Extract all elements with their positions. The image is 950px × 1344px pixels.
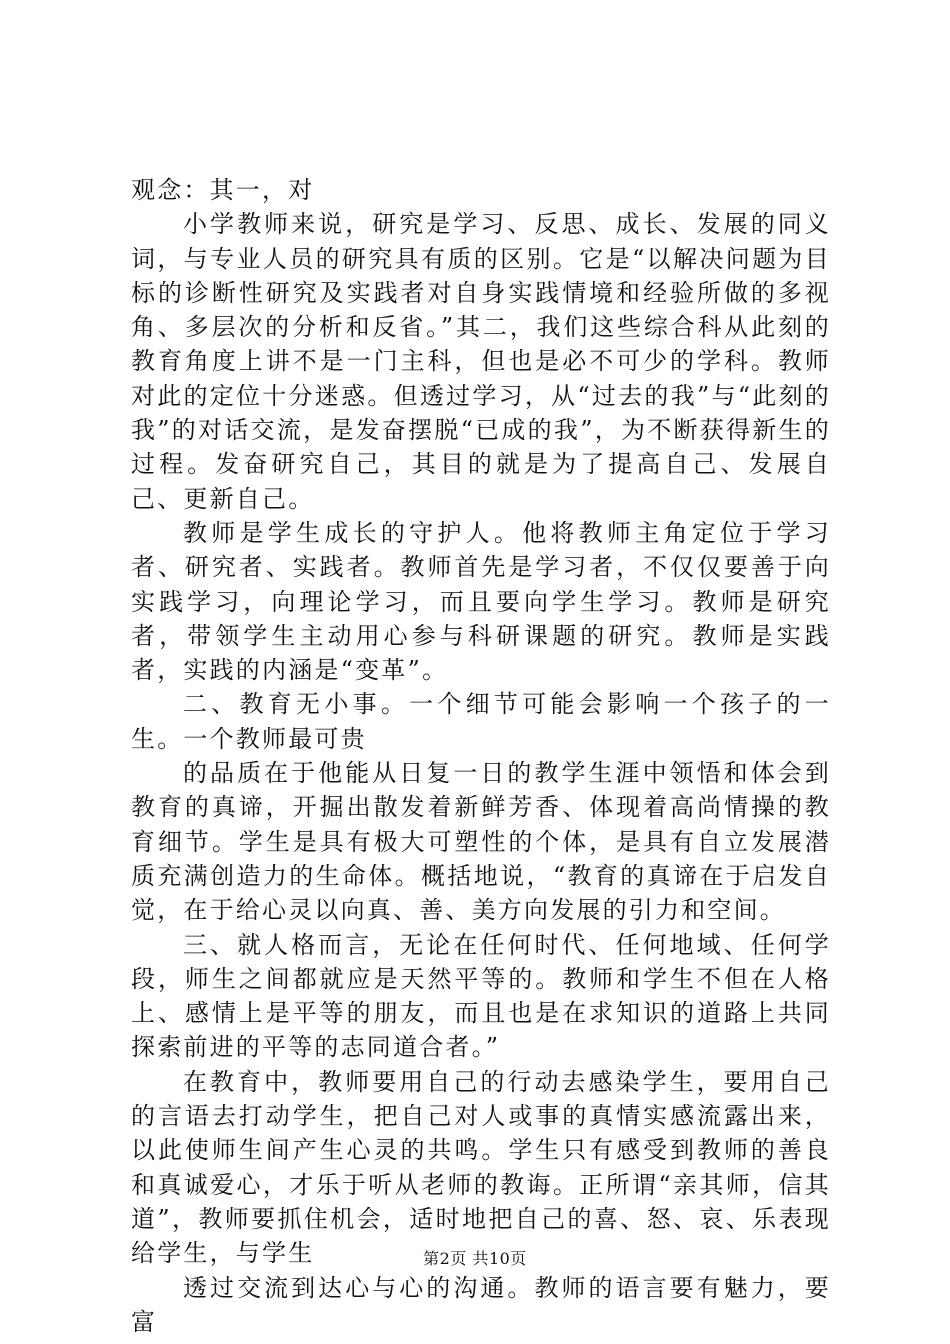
paragraph-3: 教师是学生成长的守护人。他将教师主角定位于学习者、研究者、实践者。教师首先是学习者，不仅仅要善于向实践学习，向理论学习，而且要向学生学习。教师是研究者，带领学生主动用心参与科研课题的研究。教师是实践者，实践的内涵是“变革”。 [131, 518, 831, 685]
paragraph-6: 三、就人格而言，无论在任何时代、任何地域、任何学段，师生之间都就应是天然平等的。教师和学生不但在人格上、感情上是平等的朋友，而且也是在求知识的道路上共同探索前进的平等的志同道合者。” [131, 930, 831, 1062]
paragraph-5: 的品质在于他能从日复一日的教学生涯中领悟和体会到教育的真谛，开掘出散发着新鲜芳香、体现着高尚情操的教育细节。学生是具有极大可塑性的个体，是具有自立发展潜质充满创造力的生命体。概括地说，“教育的真谛在于启发自觉，在于给心灵以向真、善、美方向发展的引力和空间。 [131, 759, 831, 925]
paragraph-2: 小学教师来说，研究是学习、反思、成长、发展的同义词，与专业人员的研究具有质的区别。它是“以解决问题为目标的诊断性研究及实践者对自身实践情境和经验所做的多视角、多层次的分析和反省。”其二，我们这些综合科从此刻的教育角度上讲不是一门主科，但也是必不可少的学科。教师对此的定位十分迷惑。但透过学习，从“过去的我”与“此刻的我”的对话交流，是发奋摆脱“已成的我”，为不断获得新生的过程。发奋研究自己，其目的就是为了提高自己、发展自己、更新自己。 [131, 210, 831, 513]
paragraph-4: 二、教育无小事。一个细节可能会影响一个孩子的一生。一个教师最可贵 [131, 690, 831, 753]
page-footer: 第2页 共10页 [423, 1249, 527, 1268]
paragraph-7: 在教育中，教师要用自己的行动去感染学生，要用自己的言语去打动学生，把自己对人或事的真情实感流露出来，以此使师生间产生心灵的共鸣。学生只有感受到教师的善良和真诚爱心，才乐于听从老师的教诲。正所谓“亲其师，信其道”，教师要抓住机会，适时地把自己的喜、怒、哀、乐表现给学生，与学生 [131, 1067, 831, 1268]
document-body [131, 173, 831, 1339]
paragraph-1: 观念：其一，对 [131, 176, 315, 204]
paragraph-8: 透过交流到达心与心的沟通。教师的语言要有魅力，要富 [131, 1273, 831, 1336]
